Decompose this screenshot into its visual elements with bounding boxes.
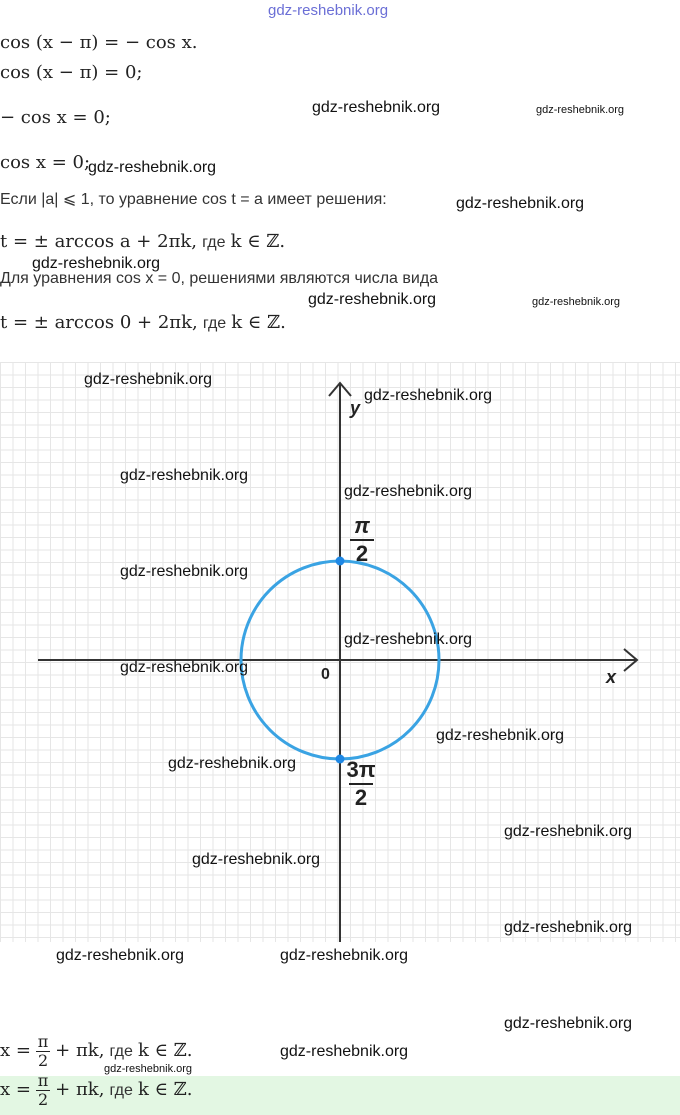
watermark: gdz-reshebnik.org bbox=[312, 99, 441, 116]
special-solution-line bbox=[0, 312, 286, 333]
watermark: gdz-reshebnik.org bbox=[280, 947, 409, 964]
watermark: gdz-reshebnik.org bbox=[532, 296, 621, 308]
answer-1-where: где bbox=[109, 1043, 133, 1060]
label-3pi-over-2: 3π 2 bbox=[346, 757, 376, 810]
special-solution-where: где bbox=[202, 315, 227, 332]
watermark: gdz-reshebnik.org bbox=[436, 727, 565, 744]
point-pi-over-2 bbox=[336, 557, 345, 566]
general-solution-where: где bbox=[202, 234, 226, 251]
watermark: gdz-reshebnik.org bbox=[456, 195, 585, 212]
watermark: gdz-reshebnik.org bbox=[504, 823, 633, 840]
unit-circle-figure bbox=[0, 362, 680, 942]
general-solution-k: k ∈ ℤ. bbox=[230, 231, 286, 252]
watermark: gdz-reshebnik.org bbox=[88, 159, 217, 176]
special-case-text: Для уравнения cos x = 0, решениями являются числа вида bbox=[0, 270, 439, 287]
x-axis-label: x bbox=[606, 667, 617, 687]
answer-2-lhs: x = bbox=[0, 1079, 31, 1100]
condition-text: Если |a| ⩽ 1, то уравнение cos t = a имеет решения: bbox=[0, 191, 387, 208]
watermark: gdz-reshebnik.org bbox=[504, 1015, 633, 1032]
watermark: gdz-reshebnik.org bbox=[364, 387, 493, 404]
watermark: gdz-reshebnik.org bbox=[344, 631, 473, 648]
special-solution-formula: t = ± arccos 0 + 2πk, bbox=[0, 312, 198, 333]
answer-2-k: k ∈ ℤ. bbox=[137, 1079, 193, 1100]
special-solution-k: k ∈ ℤ. bbox=[231, 312, 286, 333]
watermark: gdz-reshebnik.org bbox=[56, 947, 185, 964]
watermark: gdz-reshebnik.org bbox=[308, 291, 437, 308]
watermark: gdz-reshebnik.org bbox=[536, 104, 625, 116]
answer-1-rest: + πk, bbox=[55, 1040, 105, 1061]
answer-1-k: k ∈ ℤ. bbox=[137, 1040, 193, 1061]
watermark: gdz-reshebnik.org bbox=[504, 919, 633, 936]
watermark: gdz-reshebnik.org bbox=[120, 563, 249, 580]
watermark: gdz-reshebnik.org bbox=[168, 755, 297, 772]
equation-line-1: cos (x − π) = − cos x. bbox=[0, 32, 198, 53]
label-pi-over-2: π 2 bbox=[350, 515, 374, 565]
origin-label: 0 bbox=[321, 666, 330, 683]
answer-2-rest: + πk, bbox=[55, 1079, 105, 1100]
equation-line-4: cos x = 0; bbox=[0, 152, 91, 173]
equation-line-2: cos (x − π) = 0; bbox=[0, 62, 143, 83]
watermark: gdz-reshebnik.org bbox=[344, 483, 473, 500]
answer-line-2 bbox=[0, 1073, 193, 1108]
answer-2-where: где bbox=[109, 1082, 133, 1099]
general-solution-line bbox=[0, 231, 285, 252]
watermark: gdz-reshebnik.org bbox=[120, 467, 249, 484]
equation-line-3: − cos x = 0; bbox=[0, 107, 111, 128]
watermark: gdz-reshebnik.org bbox=[120, 659, 249, 676]
general-solution-formula: t = ± arccos a + 2πk, bbox=[0, 231, 198, 252]
watermark: gdz-reshebnik.org bbox=[192, 851, 321, 868]
site-link[interactable]: gdz-reshebnik.org bbox=[268, 2, 389, 19]
watermark: gdz-reshebnik.org bbox=[32, 255, 161, 272]
answer-1-fraction: $\frac{\pi}{2}$ bbox=[37, 1032, 49, 1070]
unit-circle-svg bbox=[0, 362, 680, 942]
watermark: gdz-reshebnik.org bbox=[84, 371, 213, 388]
watermark: gdz-reshebnik.org bbox=[104, 1063, 193, 1075]
watermark: gdz-reshebnik.org bbox=[280, 1043, 409, 1060]
answer-1-lhs: x = bbox=[0, 1040, 31, 1061]
answer-2-fraction: $\frac{\pi}{2}$ bbox=[37, 1071, 49, 1109]
y-axis-label: y bbox=[350, 398, 361, 418]
